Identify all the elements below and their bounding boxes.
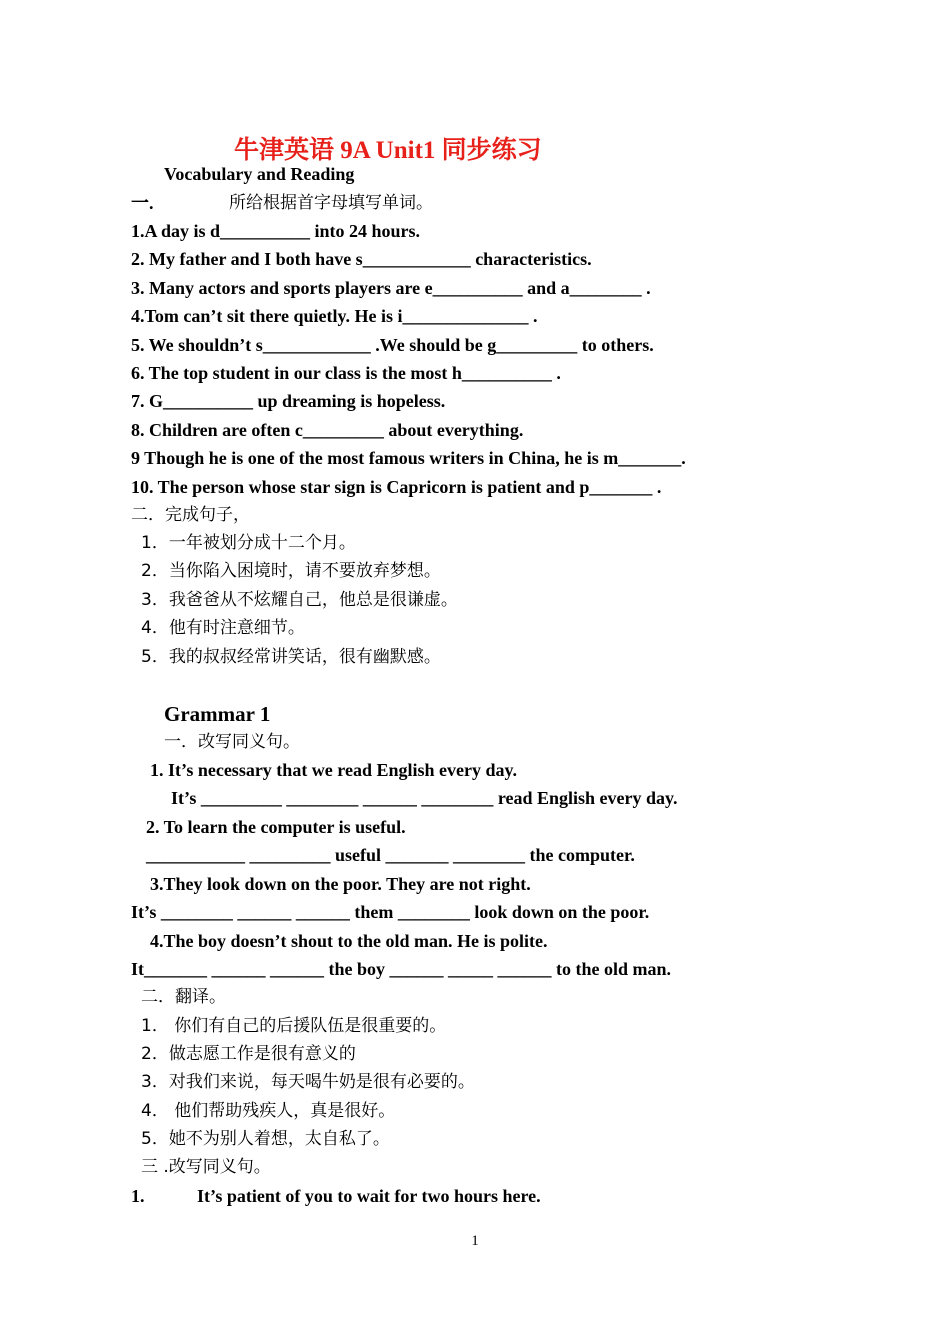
part3-item-number: 1. [131,1186,145,1206]
part1-label: 一. [131,193,154,213]
vocab-item: 6. The top student in our class is the most h__________ . [131,363,561,383]
rewrite-line: It’s ________ ______ ______ them ________ look down on the poor. [131,902,650,922]
translation-item: 2．当你陷入困境时，请不要放弃梦想。 [141,561,441,581]
vocab-item: 10. The person whose star sign is Capricorn is patient and p_______ . [131,477,662,497]
grammar-translation-item: 3．对我们来说，每天喝牛奶是很有必要的。 [141,1072,475,1092]
rewrite-line: 1. It’s necessary that we read English every day. [150,760,517,780]
rewrite-line: It’s _________ ________ ______ ________ read English every day. [171,788,678,808]
grammar-translation-item: 2．做志愿工作是很有意义的 [141,1044,356,1064]
rewrite-line: 2. To learn the computer is useful. [146,817,406,837]
vocab-item: 9 Though he is one of the most famous writers in China, he is m_______. [131,448,686,468]
translation-item: 4．他有时注意细节。 [141,618,305,638]
translation-item: 1．一年被划分成十二个月。 [141,533,356,553]
section-heading-vocabulary: Vocabulary and Reading [164,164,355,184]
grammar-translation-item: 4． 他们帮助残疾人，真是很好。 [141,1101,396,1121]
vocab-item: 7. G__________ up dreaming is hopeless. [131,391,446,411]
vocab-item: 2. My father and I both have s____________ characteristics. [131,249,592,269]
translation-item: 3．我爸爸从不炫耀自己，他总是很谦虚。 [141,590,458,610]
vocab-item: 4.Tom can’t sit there quietly. He is i______________ . [131,306,538,326]
part3-item-text: It’s patient of you to wait for two hours here. [197,1186,541,1206]
rewrite-line: ___________ _________ useful _______ ________ the computer. [146,845,635,865]
vocab-item: 3. Many actors and sports players are e__________ and a________ . [131,278,651,298]
grammar-part2-heading: 二．翻译。 [141,987,226,1007]
grammar-part1-heading: 一．改写同义句。 [164,732,300,752]
vocab-item: 5. We shouldn’t s____________ .We should be g_________ to others. [131,335,654,355]
page-number: 1 [471,1233,479,1249]
grammar-translation-item: 5．她不为别人着想，太自私了。 [141,1129,390,1149]
document-title: 牛津英语 9A Unit1 同步练习 [234,137,542,164]
rewrite-line: 4.The boy doesn’t shout to the old man. He is polite. [150,931,548,951]
grammar-translation-item: 1． 你们有自己的后援队伍是很重要的。 [141,1016,447,1036]
part1-instruction: 所给根据首字母填写单词。 [229,193,433,213]
grammar-part3-heading: 三 .改写同义句。 [141,1157,271,1177]
part2-heading: 二．完成句子， [131,505,250,525]
rewrite-line: 3.They look down on the poor. They are not right. [150,874,531,894]
translation-item: 5．我的叔叔经常讲笑话，很有幽默感。 [141,647,441,667]
vocab-item: 8. Children are often c_________ about everything. [131,420,524,440]
section-heading-grammar: Grammar 1 [164,702,271,726]
vocab-item: 1.A day is d__________ into 24 hours. [131,221,421,241]
rewrite-line: It_______ ______ ______ the boy ______ _____ ______ to the old man. [131,959,672,979]
